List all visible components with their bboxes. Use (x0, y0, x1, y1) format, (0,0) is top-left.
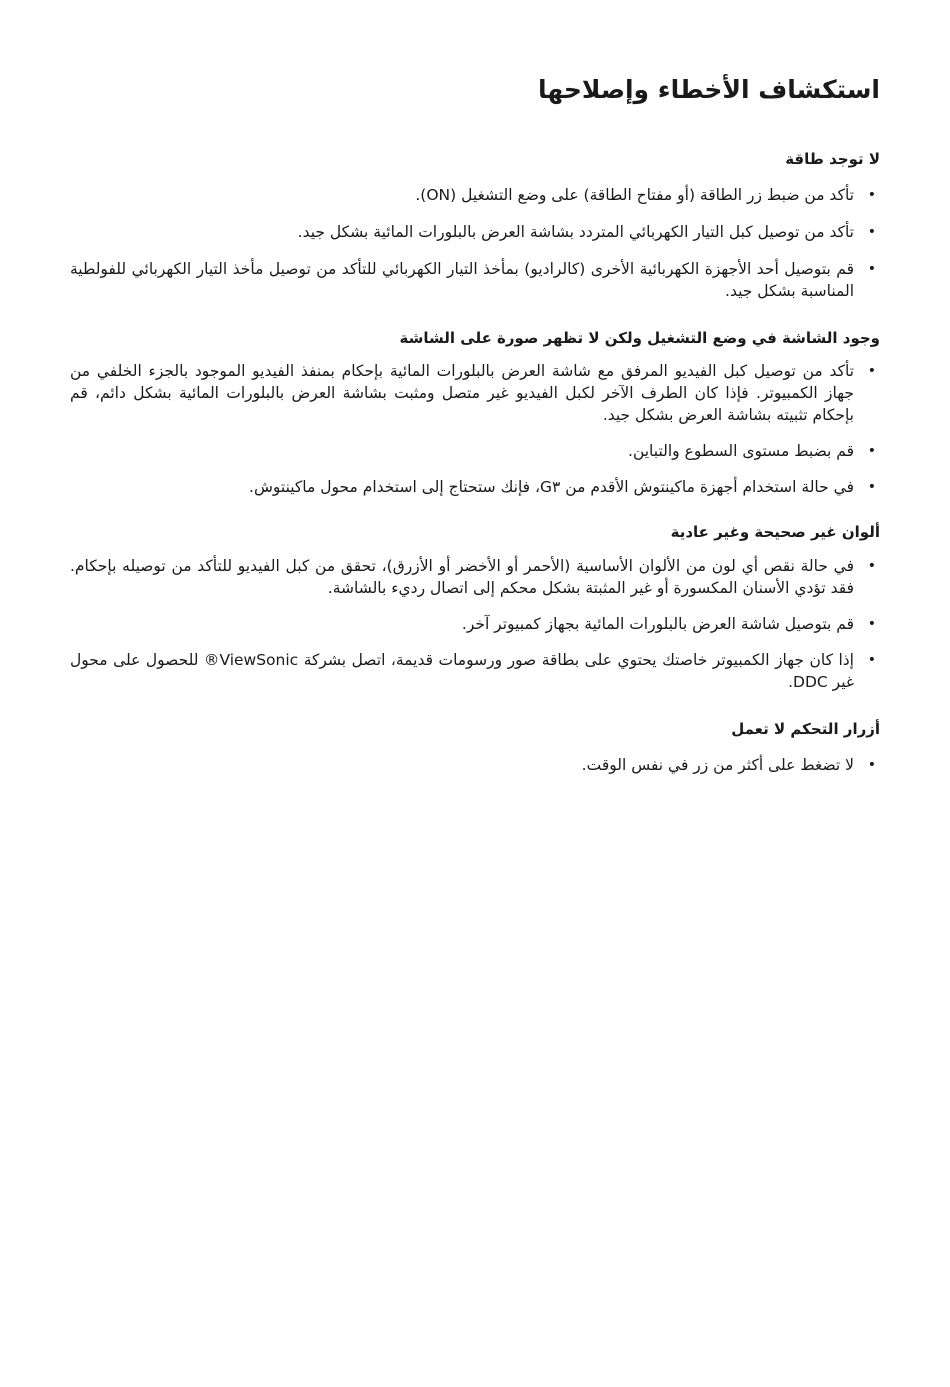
bullet-list (70, 555, 880, 693)
section-heading: ألوان غير صحيحة وغير عادية (670, 523, 880, 541)
list-item: • إذا كان جهاز الكمبيوتر خاصتك يحتوي على بطاقة صور ورسومات قديمة، اتصل بشركة ViewSonic® للحصول على محول غير DDC. (70, 649, 880, 693)
troubleshooting-page (70, 0, 880, 776)
section-buttons-not-working (70, 719, 880, 776)
list-item: • قم بضبط مستوى السطوع والتباين. (70, 440, 880, 462)
section-heading: أزرار التحكم لا تعمل (731, 720, 880, 738)
section-heading: لا توجد طاقة (785, 150, 880, 168)
section-heading: وجود الشاشة في وضع التشغيل ولكن لا تظهر صورة على الشاشة (399, 329, 880, 347)
bullet-list (70, 184, 880, 302)
list-item: • في حالة استخدام أجهزة ماكينتوش الأقدم من G٣، فإنك ستحتاج إلى استخدام محول ماكينتوش. (70, 476, 880, 498)
page-title: استكشاف الأخطاء وإصلاحها (537, 75, 880, 104)
list-item: • في حالة نقص أي لون من الألوان الأساسية (الأحمر أو الأخضر أو الأزرق)، تحقق من كبل الفيديو للتأكد من توصيله بإحكام. فقد تؤدي الأسنان المكسورة أو غير المثبتة بشكل محكم إلى اتصال رديء بالشاشة. (70, 555, 880, 599)
list-item: • تأكد من ضبط زر الطاقة (أو مفتاح الطاقة) على وضع التشغيل (ON). (70, 184, 880, 206)
list-item: • تأكد من توصيل كبل الفيديو المرفق مع شاشة العرض بالبلورات المائية بإحكام بمنفذ الفيديو الموجود بالجزء الخلفي من جهاز الكمبيوتر. فإذا كان الطرف الآخر لكبل الفيديو غير متصل ومثبت بشاشة العرض بالبلورات المائية بشكل دائم، قم بإحكام تثبيته بشاشة العرض بشكل جيد. (70, 360, 880, 426)
section-no-picture (70, 328, 880, 498)
section-no-power (70, 149, 880, 302)
list-item: • لا تضغط على أكثر من زر في نفس الوقت. (70, 754, 880, 776)
list-item: • تأكد من توصيل كبل التيار الكهربائي المتردد بشاشة العرض بالبلورات المائية بشكل جيد. (70, 221, 880, 243)
list-item: • قم بتوصيل أحد الأجهزة الكهربائية الأخرى (كالراديو) بمأخذ التيار الكهربائي للتأكد من توصيل مأخذ التيار الكهربائي للفولطية المناسبة بشكل جيد. (70, 258, 880, 302)
list-item: • قم بتوصيل شاشة العرض بالبلورات المائية بجهاز كمبيوتر آخر. (70, 613, 880, 635)
bullet-list (70, 754, 880, 776)
section-wrong-colors (70, 522, 880, 693)
bullet-list (70, 360, 880, 498)
